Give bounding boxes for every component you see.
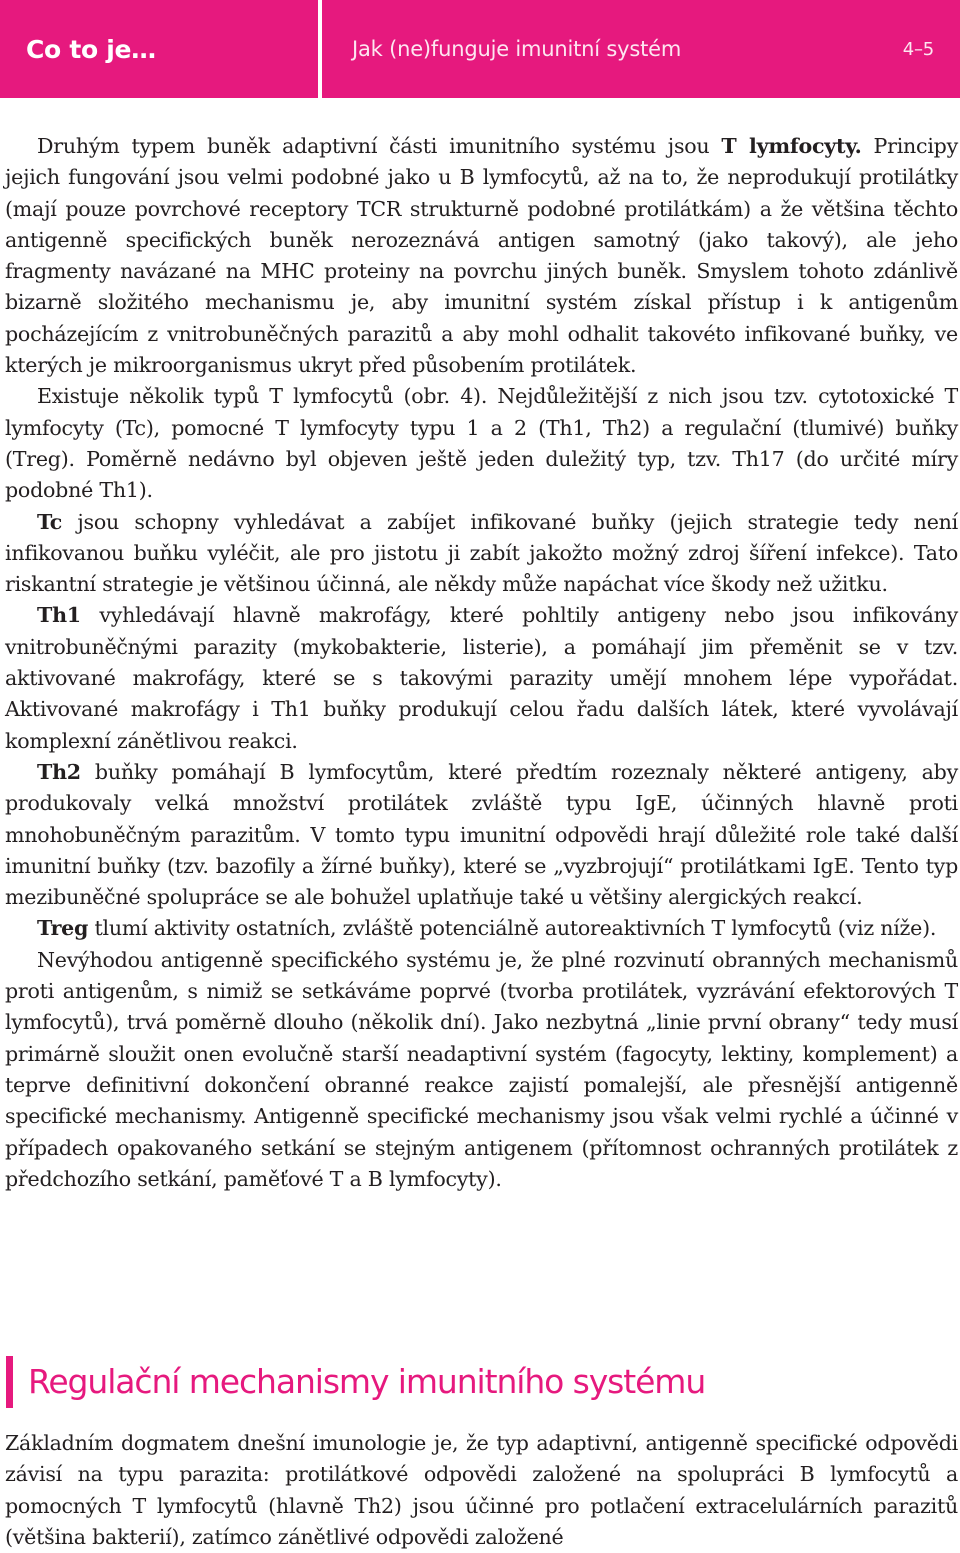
header-section-box [0,0,318,98]
section-accent-bar [6,1356,13,1408]
paragraph-text: vyhledávají hlavně makrofágy, které pohltily antigeny nebo jsou infikovány vnitrobuněčnými parazity (mykobakterie, listerie), a pomáhají jim přeměnit se v tzv. aktivované makrofágy, které se s takovými parazity umějí mnohem lépe vypořádat. Aktivované makrofágy i Th1 buňky produkují celou řadu dalších látek, které vyvolávají komplexní zánětlivou reakci. [5,603,958,753]
term-th2: Th2 [37,759,81,784]
term-treg: Treg [37,916,89,941]
main-text [5,131,958,1195]
paragraph-types: Existuje několik typů T lymfocytů (obr. 4). Nejdůležitější z nich jsou tzv. cytotoxické T lymfocyty (Tc), pomocné T lymfocyty typu 1 a 2 (Th1, Th2) a regulační (tlumivé) buňky (Treg). Poměrně nedávno byl objeven ještě jeden duležitý typ, tzv. Th17 (do určité míry podobné Th1). [5,384,958,503]
term-tc: Tc [37,509,63,534]
paragraph-text: Druhým typem buněk adaptivní části imunitního systému jsou [37,134,722,158]
term-th1: Th1 [37,603,81,628]
paragraph-text: buňky pomáhají B lymfocytům, které předtím rozeznaly některé antigeny, aby produkovaly velká množství protilátek zvláště typu IgE, účinných hlavně proti mnohobuněčným parazitům. V tomto typu imunitní odpovědi hrají důležité role také další imunitní buňky (tzv. bazofily a žírné buňky), které se „vyzbrojují“ protilátkami IgE. Tento typ mezibuněčné spolupráce se ale bohužel uplatňuje také u většiny alergických reakcí. [5,759,958,910]
header-page-numbers: 4–5 [902,38,934,60]
paragraph-th1 [5,600,958,756]
header-section-label: Co to je… [26,34,156,64]
paragraph-text: Principy jejich fungování jsou velmi podobné jako u B lymfocytů, až na to, že neprodukují protilátky (mají pouze povrchové receptory TCR strukturně podobné protilátkám) a že většina těchto antigenně specifických buněk nerozeznává antigen samotný (jako takový), ale jeho fragmenty navázané na MHC proteiny na povrchu jiných buněk. Smyslem tohoto zdánlivě bizarně složitého mechanismu je, aby imunitní systém získal přístup i k antigenům pocházejícím z vnitrobuněčných parazitů a aby mohl odhalit takovéto infikované buňky, ve kterých je mikroorganismus ukryt před působením protilátek. [5,134,958,378]
header-chapter-title: Jak (ne)funguje imunitní systém [352,37,682,61]
term-t-lymphocytes: T lymfocyty. [721,134,862,158]
paragraph-tc [5,507,958,601]
paragraph-dogma: Základním dogmatem dnešní imunologie je, že typ adaptivní, antigenně specifické odpovědi závisí na typu parazita: protilátkové odpovědi založené na spolupráci B lymfocytů a pomocných T lymfocytů (hlavně Th2) jsou účinné pro potlačení extracelulárních parazitů (většina bakterií), zatímco zánětlivé odpovědi založené [5,1431,958,1549]
section-title: Regulační mechanismy imunitního systému [28,1362,706,1401]
section-heading [0,1356,960,1408]
paragraph-th2 [5,757,958,913]
header-chapter-box [322,0,960,98]
paragraph-disadvantage: Nevýhodou antigenně specifického systému je, že plné rozvinutí obranných mechanismů proti antigenům, s nimiž se setkáváme poprvé (tvorba protilátek, vyzrávání efektorových T lymfocytů), trvá poměrně dlouho (několik dní). Jako nezbytná „linie první obrany“ tedy musí primárně sloužit onen evolučně starší neadaptivní systém (fagocyty, lektiny, komplement) a teprve definitivní dokončení obranné reakce zajistí pomalejší, ale přesnější antigenně specifické mechanismy. Antigenně specifické mechanismy jsou však velmi rychlé a účinné v případech opakovaného setkání se stejným antigenem (přítomnost ochranných protilátek z předchozího setkání, paměťové T a B lymfocyty). [5,947,958,1191]
paragraph-text: tlumí aktivity ostatních, zvláště potenciálně autoreaktivních T lymfocytů (viz níže). [88,916,937,941]
page-header [0,0,960,98]
paragraph-t-lymphocytes [5,131,958,381]
section-text [5,1428,958,1553]
paragraph-treg [5,913,958,944]
paragraph-text: jsou schopny vyhledávat a zabíjet infikované buňky (jejich strategie tedy není infikovanou buňku vyléčit, ale pro jistotu ji zabít jakožto možný zdroj šíření infekce). Tato riskantní strategie je většinou účinná, ale někdy může napáchat více škody než užitku. [5,509,958,597]
